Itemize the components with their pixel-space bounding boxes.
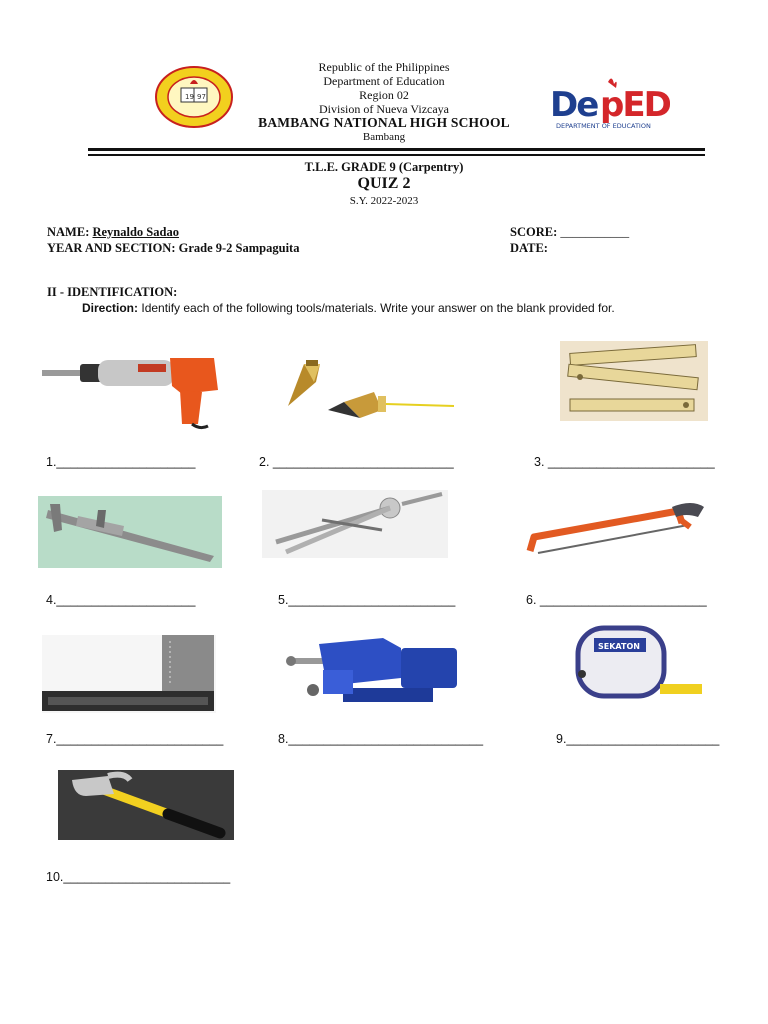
seal-year-right: 97 (197, 93, 206, 101)
picture-try-square (42, 635, 216, 713)
picture-folding-rule (560, 341, 708, 421)
picture-electric-drill (42, 346, 222, 432)
quiz-title: QUIZ 2 (357, 175, 411, 192)
answer-blank-1[interactable]: 1.____________________ (46, 455, 196, 469)
direction-row (82, 301, 615, 315)
answer-blank-5[interactable]: 5.________________________ (278, 593, 456, 607)
direction-label: Direction: (82, 301, 139, 315)
header-republic: Republic of the Philippines (318, 60, 450, 74)
deped-logo (548, 76, 670, 132)
score-blank[interactable]: ___________ (560, 225, 630, 239)
picture-bench-vise (283, 630, 463, 708)
header-rule-thin (88, 154, 705, 156)
quiz-subject: T.L.E. GRADE 9 (Carpentry) (304, 160, 464, 174)
answer-blank-8[interactable]: 8.____________________________ (278, 732, 484, 746)
header-division: Division of Nueva Vizcaya (318, 102, 450, 116)
picture-hacksaw (522, 493, 708, 571)
name-label: NAME: (47, 225, 90, 239)
deped-sub: DEPARTMENT OF EDUCATION (556, 122, 651, 130)
section-title: II - IDENTIFICATION: (47, 285, 178, 299)
answer-blank-6[interactable]: 6. ________________________ (526, 593, 707, 607)
section-value: Grade 9-2 Sampaguita (178, 241, 300, 255)
school-year: S.Y. 2022-2023 (349, 195, 419, 207)
student-section-row (47, 241, 299, 256)
svg-text:De: De (550, 85, 598, 125)
student-name-row (47, 225, 179, 240)
picture-dividers (262, 490, 448, 558)
answer-blank-9[interactable]: 9.______________________ (556, 732, 720, 746)
answer-blank-10[interactable]: 10.________________________ (46, 870, 231, 884)
school-town: Bambang (362, 131, 406, 143)
name-value: Reynaldo Sadao (92, 225, 179, 239)
header-department: Department of Education (323, 74, 445, 88)
answer-blank-3[interactable]: 3. ________________________ (534, 455, 715, 469)
svg-text:pED: pED (600, 85, 670, 125)
header-rule-thick (88, 148, 705, 151)
picture-claw-hammer (58, 770, 234, 840)
score-label: SCORE: (510, 225, 558, 239)
section-label: YEAR AND SECTION: (47, 241, 176, 255)
answer-blank-4[interactable]: 4.____________________ (46, 593, 196, 607)
direction-text: Identify each of the following tools/materials. Write your answer on the blank provided for. (141, 301, 615, 315)
answer-blank-7[interactable]: 7.________________________ (46, 732, 224, 746)
tape-brand: SEKATON (598, 642, 640, 651)
answer-blank-2[interactable]: 2. __________________________ (259, 455, 454, 469)
picture-plumb-bob (284, 356, 456, 432)
picture-tape-measure (572, 622, 710, 710)
date-label: DATE: (510, 241, 548, 255)
picture-vernier-caliper (38, 496, 222, 568)
score-row (510, 225, 629, 240)
school-name: BAMBANG NATIONAL HIGH SCHOOL (258, 115, 510, 130)
seal-year-left: 19 (185, 93, 194, 101)
header-region: Region 02 (359, 88, 409, 102)
